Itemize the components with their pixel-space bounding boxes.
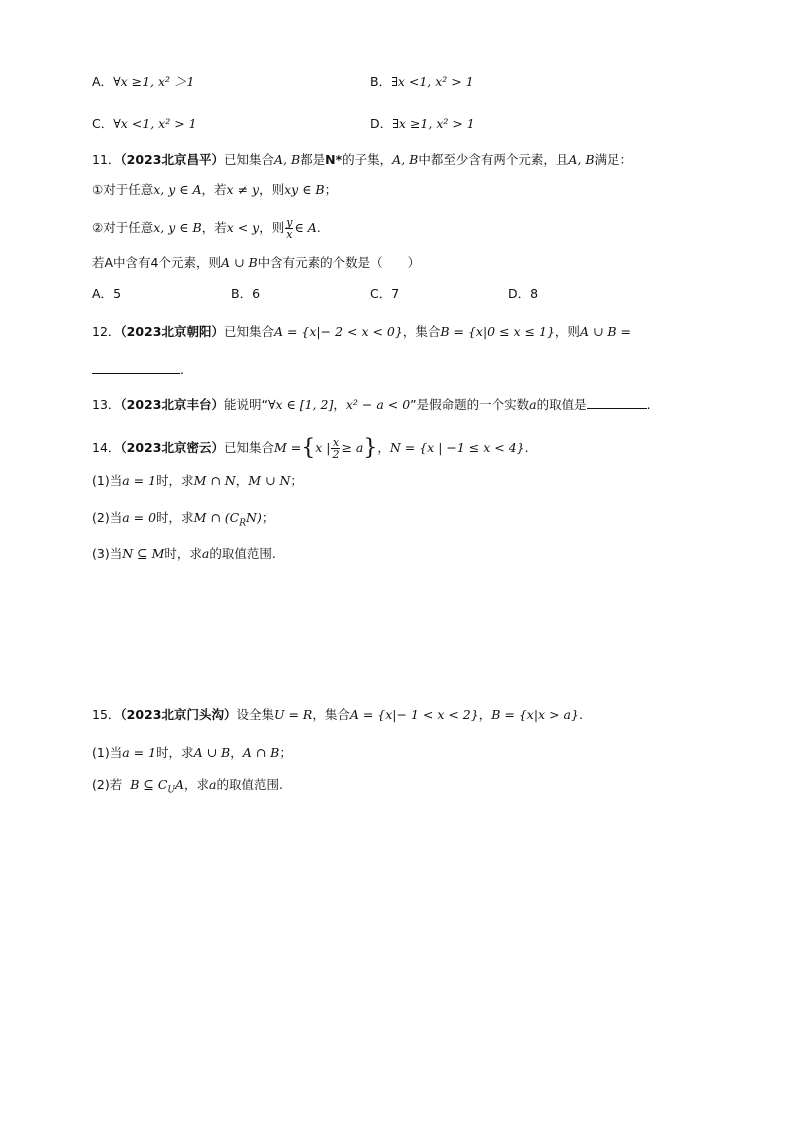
q14-fraction: $\frac{x}{2}$ <box>332 436 340 461</box>
q10-option-c: C．∀x <1, x² > 1 <box>92 116 197 131</box>
q14-part-1: (1)当a = 1时，求M ∩ N，M ∪ N； <box>92 473 303 488</box>
q11-option-b: B．6 <box>231 286 261 301</box>
q10-option-b: B．∃x <1, x² > 1 <box>370 74 474 89</box>
q15-stem: 15．（2023北京门头沟）设全集U = R，集合A = {x|− 1 < x < 2}，B = {x|x > a}. <box>92 707 583 722</box>
q11-option-a: A．5 <box>92 286 122 301</box>
q14-part-3: (3)当N ⊆ M时，求a的取值范围. <box>92 546 276 561</box>
q10-option-d: D．∃x ≥1, x² > 1 <box>370 116 475 131</box>
left-brace: { <box>301 435 316 461</box>
q12-stem: 12．（2023北京朝阳）已知集合A = {x|− 2 < x < 0}，集合B = {x|0 ≤ x ≤ 1}，则A ∪ B = <box>92 324 632 339</box>
q14-stem: 14．（2023北京密云）已知集合M ={x | $\frac{x}{2}$ ≥ a}，N = {x | −1 ≤ x < 4}. <box>92 435 529 461</box>
q15-part-1: (1)当a = 1时，求A ∪ B，A ∩ B； <box>92 745 292 760</box>
q11-condition-2: ②对于任意x, y ∈ B，若x < y，则 $\frac{y}{x}$ ∈ A. <box>92 216 321 241</box>
q14-part-2: (2)当a = 0时，求M ∩ $(C_RN)$； <box>92 510 275 529</box>
q13-stem: 13．（2023北京丰台）能说明“∀x ∈ [1, 2]，x² − a < 0”是假命题的一个实数a的取值是 . <box>92 397 651 412</box>
q11-option-d: D．8 <box>508 286 539 301</box>
q11-question: 若A中含有4个元素，则A ∪ B中含有元素的个数是（ ） <box>92 255 421 270</box>
q13-answer-blank[interactable] <box>587 396 647 409</box>
q15-part-2: (2)若 B ⊆ $C_UA$，求a的取值范围. <box>92 777 283 796</box>
q11-option-c: C．7 <box>370 286 400 301</box>
q12-answer-line: . <box>92 361 184 379</box>
right-brace: } <box>363 435 378 461</box>
q11-condition-1: ①对于任意x, y ∈ A，若x ≠ y，则xy ∈ B； <box>92 182 338 197</box>
q12-answer-blank[interactable] <box>92 361 180 374</box>
q11-stem: 11．（2023北京昌平）已知集合A, B都是N*的子集，A, B中都至少含有两个元素，且A, B满足： <box>92 152 633 167</box>
q10-option-a: A．∀x ≥1, x² ＞1 <box>92 74 195 89</box>
q11-fraction: $\frac{y}{x}$ <box>286 216 293 241</box>
